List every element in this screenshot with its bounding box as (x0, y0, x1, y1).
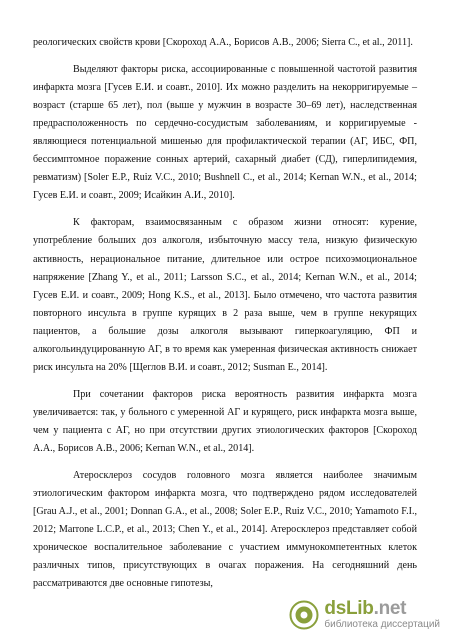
text-line: Атеросклероз сосудов головного мозга является наиболее значимым (73, 470, 417, 482)
paragraph (33, 386, 417, 458)
watermark-subtitle: библиотека диссертаций (324, 619, 440, 630)
body-text (33, 34, 417, 593)
watermark-brand (324, 599, 406, 618)
text-line: активность, нерациональное питание, длительное или острое психоэмоциональное (33, 253, 417, 265)
paragraph (33, 61, 417, 205)
text-line: [Скороход А.А., Борисов А.В., 2006; Kernan W.N., et al., 2014]. (33, 424, 417, 454)
text-line: участием иммунокомпетентных клеток различных типов, присутствующих в (33, 542, 417, 572)
text-line: лет), наследственная предрасположенность по сердечно-сосудистым заболеваниям, (33, 100, 417, 130)
text-line: употребление больших доз алкоголя, избыточную массу тела, низкую физическую (33, 235, 417, 247)
dslib-watermark[interactable] (289, 599, 440, 630)
text-line: развития повторного инсульта в группе курящих в 2 раза выше, чем в группе (33, 289, 417, 319)
watermark-text (324, 599, 440, 630)
text-line: При сочетании факторов риска вероятность развития инфаркта мозга (73, 388, 417, 400)
text-line: диабет (СД), гиперлипидемия, ревматизм) [Soler E.P., Ruiz V.C., 2010; Bushnell C., (33, 154, 417, 184)
text-line: некурящих пациентов, а большие дозы алкоголя вызывают гиперкоагуляцию, ФП и (33, 307, 418, 337)
text-line: исследователей [Grau A.J., et al., 2001; Donnan G.A., et al., 2008; Soler E.P., Ruiz (33, 488, 417, 518)
dslib-logo-icon (289, 600, 319, 630)
watermark-brand-part1: dsLib (324, 598, 374, 619)
watermark-brand-part2: .net (373, 598, 407, 619)
text-line: некорригируемые – возраст (старше 65 лет), пол (выше у мужчин в возрасте 30–69 (33, 82, 418, 112)
text-line: et al., 2014; Kernan W.N., et al., 2014; Гусев Е.И. и соавт., 2009; Исайкин А.И., 2010]. (33, 172, 417, 202)
text-line: и корригируемые - являющиеся потенциальной мишенью для профилактической (33, 118, 417, 148)
text-line: К факторам, взаимосвязанным с образом жизни относят: курение, (73, 217, 417, 229)
text-line: V.C., 2010; Yamamoto F.I., 2012; Marrone L.C.P., et al., 2013; Chen Y., et al., 2014]. (33, 506, 417, 536)
text-line: снижает риск инсульта на 20% [Щеглов В.И. и соавт., 2012; Susman E., 2014]. (33, 343, 417, 373)
paragraph (33, 34, 417, 52)
text-line: очагах поражения. На сегодняшний день рассматриваются две основные гипотезы, (33, 560, 417, 590)
text-line: увеличивается: так, у больного с умеренной АГ и курящего, риск инфаркта мозга (33, 406, 388, 418)
text-line: 2014; Гусев Е.И. и соавт., 2009; Hong K.S., et al., 2013]. Было отмечено, что частота (33, 271, 417, 301)
text-line: развития инфаркта мозга [Гусев Е.И. и соавт., 2010]. Их можно разделить на (33, 64, 417, 94)
text-line: Атеросклероз представляет собой хроническое воспалительное заболевание с (33, 524, 417, 554)
text-line: Выделяют факторы риска, ассоциированные с повышенной частотой (73, 64, 376, 76)
text-line: реологических свойств крови [Скороход А.А., Борисов А.В., 2006; Sierra C., et al., (33, 37, 385, 48)
text-line: напряжение [Zhang Y., et al., 2011; Larsson S.C., et al., 2014; Kernan W.N., et al., (33, 271, 390, 283)
text-line: алкогольиндуцированную АГ, в то время как умеренная физическая активность (33, 343, 379, 355)
paragraph (33, 467, 417, 593)
text-line: этиологическим фактором инфаркта мозга, что подтверждено рядом (33, 488, 346, 500)
paragraph (33, 214, 417, 376)
text-line: 2011]. (387, 37, 413, 48)
text-line: терапии (АГ, ИБС, ФП, бессимптомное поражение сонных артерий, сахарный (33, 136, 417, 166)
text-line: выше, чем у пациента с АГ, но при отсутствии других этиологических факторов (33, 406, 417, 436)
